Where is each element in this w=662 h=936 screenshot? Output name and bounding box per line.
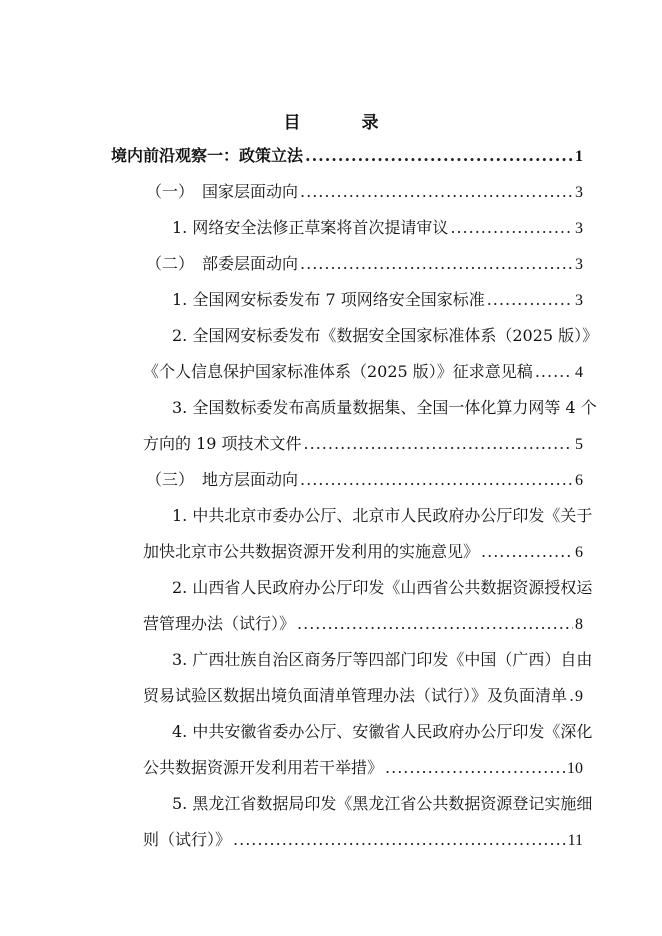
toc-entry-text: （三） 地方层面动向 [146, 470, 299, 489]
toc-entry-line1[interactable] [172, 396, 597, 420]
toc-entry-policy-legislation[interactable] [111, 144, 583, 168]
toc-leader-dots [535, 360, 573, 384]
toc-page-number: 3 [575, 184, 583, 201]
toc-entry-text: （二） 部委层面动向 [146, 254, 299, 273]
toc-leader-dots [305, 144, 573, 168]
toc-leader-dots [304, 432, 573, 456]
toc-entry-line1-text: 1. 中共北京市委办公厅、北京市人民政府办公厅印发《关于 [172, 506, 593, 525]
toc-page-number: 3 [575, 256, 583, 273]
toc-leader-dots [487, 288, 573, 312]
toc-entry-standard-system[interactable] [143, 360, 583, 384]
toc-entry-text: 方向的 19 项技术文件 [143, 434, 302, 453]
toc-entry-heilongjiang[interactable] [143, 828, 583, 852]
toc-entry-text: 《个人信息保护国家标准体系（2025 版）》征求意见稿 [143, 362, 533, 381]
toc-page-number: 4 [575, 364, 583, 381]
toc-entry-text: 贸易试验区数据出境负面清单管理办法（试行）》及负面清单 [143, 686, 568, 705]
toc-leader-dots [300, 468, 573, 492]
toc-entry-local[interactable] [146, 468, 583, 492]
toc-page-number: 10 [567, 760, 583, 777]
toc-entry-line1-text: 2. 全国网安标委发布《数据安全国家标准体系（2025 版）》 [172, 326, 599, 345]
toc-entry-anhui[interactable] [143, 756, 583, 780]
toc-entry-shanxi[interactable] [143, 612, 583, 636]
toc-entry-ministry[interactable] [146, 252, 583, 276]
toc-entry-line1-text: 4. 中共安徽省委办公厅、安徽省人民政府办公厅印发《深化 [172, 722, 593, 741]
toc-entry-beijing[interactable] [143, 540, 583, 564]
toc-entry-text: 境内前沿观察一：政策立法 [111, 146, 304, 165]
toc-entry-line1[interactable] [172, 504, 593, 528]
toc-entry-line1[interactable] [172, 648, 593, 672]
toc-entry-line1-text: 2. 山西省人民政府办公厅印发《山西省公共数据资源授权运 [172, 578, 593, 597]
toc-leader-dots [233, 828, 566, 852]
toc-entry-line1[interactable] [172, 720, 593, 744]
toc-leader-dots [450, 216, 573, 240]
toc-entry-text: 则（试行）》 [143, 830, 232, 849]
toc-page-number: 3 [575, 220, 583, 237]
toc-entry-text: 1. 网络安全法修正草案将首次提请审议 [172, 218, 449, 237]
toc-entry-text: 公共数据资源开发利用若干举措》 [143, 758, 384, 777]
toc-leader-dots [385, 756, 565, 780]
toc-entry-national[interactable] [146, 180, 583, 204]
toc-page-number: 5 [575, 436, 583, 453]
toc-page-number: 6 [575, 472, 583, 489]
toc-entry-line1[interactable] [172, 792, 593, 816]
toc-entry-text: 营管理办法（试行）》 [143, 614, 296, 633]
toc-entry-19-documents[interactable] [143, 432, 583, 456]
toc-page-number: 8 [575, 616, 583, 633]
toc-page-number: 3 [575, 292, 583, 309]
toc-entry-guangxi[interactable] [143, 684, 583, 708]
toc-entry-line1-text: 5. 黑龙江省数据局印发《黑龙江省公共数据资源登记实施细 [172, 794, 593, 813]
toc-entry-text: （一） 国家层面动向 [146, 182, 299, 201]
toc-page-number: 11 [567, 832, 583, 849]
toc-leader-dots [481, 540, 573, 564]
toc-entry-line1[interactable] [172, 576, 593, 600]
toc-entry-line1[interactable] [172, 324, 599, 348]
toc-entry-text: 加快北京市公共数据资源开发利用的实施意见》 [143, 542, 480, 561]
toc-leader-dots [297, 612, 573, 636]
toc-entry-text: 1. 全国网安标委发布 7 项网络安全国家标准 [172, 290, 485, 309]
toc-page-number: 6 [575, 544, 583, 561]
toc-page-number: 9 [575, 688, 583, 705]
toc-entry-line1-text: 3. 广西壮族自治区商务厅等四部门印发《中国（广西）自由 [172, 650, 593, 669]
toc-leader-dots [300, 180, 573, 204]
toc-entry-7-standards[interactable] [172, 288, 583, 312]
toc-entry-cybersecurity-law[interactable] [172, 216, 583, 240]
toc-entry-line1-text: 3. 全国数标委发布高质量数据集、全国一体化算力网等 4 个 [172, 398, 597, 417]
toc-page-number: 1 [575, 148, 583, 165]
toc-leader-dots [300, 252, 573, 276]
toc-leader-dots [569, 684, 573, 708]
toc-title: 目 录 [283, 113, 401, 133]
